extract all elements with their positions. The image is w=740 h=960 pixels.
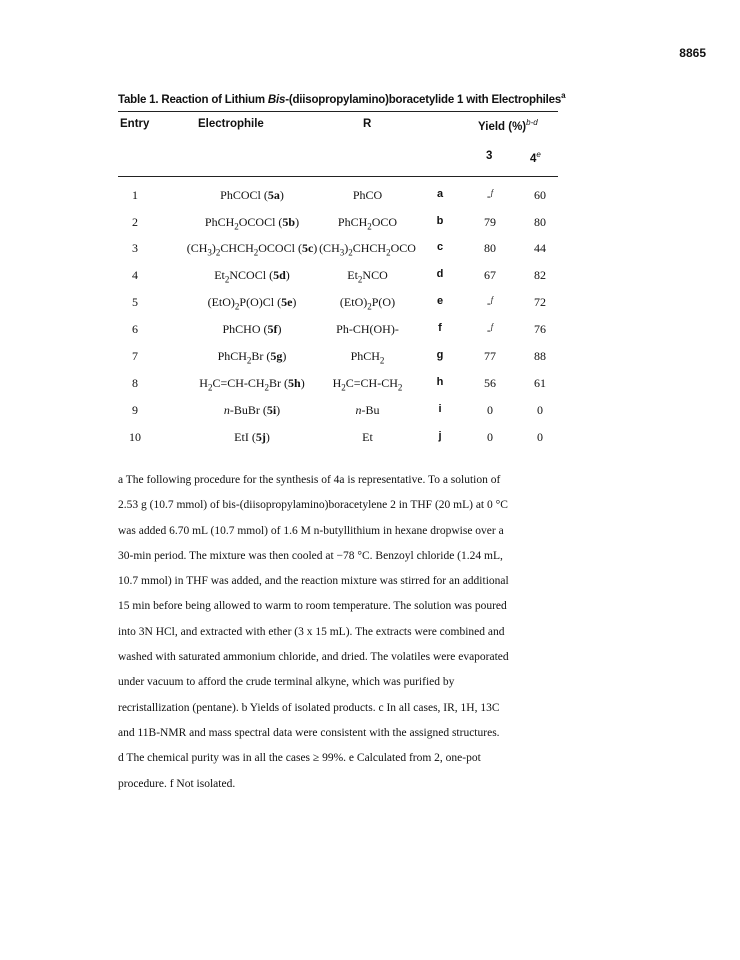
table-row — [0, 430, 740, 448]
yield-4-cell: 61 — [534, 376, 546, 390]
header-yield-sup: b-d — [526, 118, 538, 127]
table-row — [0, 241, 740, 259]
header-col4-sup: e — [536, 150, 541, 159]
yield-4-cell: 88 — [534, 349, 546, 363]
header-yield-label: Yield (%) — [478, 120, 527, 133]
entry-cell: 5 — [132, 295, 138, 309]
header-entry: Entry — [120, 118, 150, 130]
r-cell: Et — [362, 430, 373, 444]
footnote-line: washed with saturated ammonium chloride, and dried. The volatiles were evaporated — [118, 651, 509, 664]
compound-letter-cell: h — [436, 376, 444, 388]
header-yield — [478, 118, 538, 133]
yield-4-cell: 0 — [537, 430, 543, 444]
table-row — [0, 188, 740, 206]
table-top-rule — [118, 111, 558, 112]
electrophile-cell: $(EtO)_2P(O)Cl$ (5e) — [207, 295, 297, 312]
r-cell: PhCH$_2$ — [350, 349, 385, 366]
compound-letter-cell: f — [438, 322, 442, 334]
yield-4-cell: 72 — [534, 295, 546, 309]
r-cell: $(EtO)_2P(O)$ — [339, 295, 396, 312]
footnote-line: 15 min before being allowed to warm to room temperature. The solution was poured — [118, 600, 507, 613]
table-row — [0, 268, 740, 286]
yield-3-cell: 0 — [487, 430, 493, 444]
page-number: 8865 — [679, 46, 706, 60]
yield-4-cell: 82 — [534, 268, 546, 282]
entry-cell: 8 — [132, 376, 138, 390]
yield-3-cell: -$^f$ — [486, 322, 494, 337]
yield-3-cell: -$^f$ — [486, 188, 494, 203]
table-header-rule — [118, 176, 558, 177]
electrophile-cell: EtI (5j) — [234, 430, 270, 444]
footnotes — [118, 468, 560, 797]
electrophile-cell: PhCOCl (5a) — [220, 188, 284, 202]
electrophile-cell: $Et_2NCOCl$ (5d) — [214, 268, 290, 285]
entry-cell: 3 — [132, 241, 138, 255]
r-cell: n-Bu — [355, 403, 380, 417]
electrophile-cell: PhCHO (5f) — [222, 322, 282, 336]
entry-cell: 6 — [132, 322, 138, 336]
table-title-prefix: Table 1. Reaction of Lithium — [118, 93, 268, 106]
table-row — [0, 295, 740, 313]
header-col3: 3 — [486, 150, 493, 162]
electrophile-cell: $(CH_3)_2CHCH_2OCOCl$ (5c) — [186, 241, 318, 258]
table-title-suffix: -(diisopropylamino)boracetylide 1 with Electrophiles — [285, 93, 562, 106]
table-title — [118, 91, 608, 106]
yield-3-cell: 67 — [484, 268, 496, 282]
electrophile-cell: n-BuBr (5i) — [223, 403, 281, 417]
footnote-line: 10.7 mmol) in THF was added, and the reaction mixture was stirred for an additional — [118, 575, 509, 588]
yield-3-cell: -$^f$ — [486, 295, 494, 310]
header-r: R — [363, 118, 372, 130]
footnote-line: and 11B-NMR and mass spectral data were consistent with the assigned structures. — [118, 726, 500, 739]
footnote-line: d The chemical purity was in all the cases ≥ 99%. e Calculated from 2, one-pot — [118, 752, 481, 765]
yield-4-cell: 80 — [534, 215, 546, 229]
compound-letter-cell: a — [436, 188, 444, 200]
entry-cell: 10 — [129, 430, 141, 444]
table-row — [0, 376, 740, 394]
entry-cell: 2 — [132, 215, 138, 229]
table-row — [0, 349, 740, 367]
table-title-italic: Bis — [267, 93, 286, 106]
yield-4-cell: 44 — [534, 241, 546, 255]
compound-letter-cell: b — [436, 215, 444, 227]
r-cell: Ph-CH(OH)- — [336, 322, 399, 336]
r-cell: $Et_2NCO$ — [347, 268, 388, 285]
yield-3-cell: 79 — [484, 215, 496, 229]
footnote-line: 30-min period. The mixture was then cooled at −78 °C. Benzoyl chloride (1.24 mL, — [118, 549, 503, 562]
yield-4-cell: 60 — [534, 188, 546, 202]
compound-letter-cell: d — [436, 268, 444, 280]
header-col4 — [530, 150, 541, 165]
r-cell: $(CH_3)_2CHCH_2OCO$ — [319, 241, 416, 258]
table-title-mark: a — [561, 91, 566, 100]
footnote-line: a The following procedure for the synthesis of 4a is representative. To a solution of — [118, 474, 501, 486]
yield-3-cell: 0 — [487, 403, 493, 417]
table-row — [0, 322, 740, 340]
table-row — [0, 403, 740, 421]
header-electrophile: Electrophile — [198, 118, 264, 130]
r-cell: PhCH$_2$OCO — [337, 215, 398, 232]
footnote-line: was added 6.70 mL (10.7 mmol) of 1.6 M n-butyllithium in hexane dropwise over a — [118, 524, 504, 537]
entry-cell: 4 — [132, 268, 138, 282]
yield-4-cell: 0 — [537, 403, 543, 417]
yield-4-cell: 76 — [534, 322, 546, 336]
compound-letter-cell: j — [438, 430, 442, 442]
electrophile-cell: PhCH$_2$Br (5g) — [217, 349, 287, 366]
electrophile-cell: PhCH$_2$OCOCl (5b) — [204, 215, 300, 232]
footnote-line: recristallization (pentane). b Yields of isolated products. c In all cases, IR, 1H, 13C — [118, 701, 500, 714]
entry-cell: 7 — [132, 349, 138, 363]
entry-cell: 1 — [132, 188, 138, 202]
yield-3-cell: 80 — [484, 241, 496, 255]
yield-3-cell: 77 — [484, 349, 496, 363]
r-cell: PhCO — [352, 188, 383, 202]
entry-cell: 9 — [132, 403, 138, 417]
yield-3-cell: 56 — [484, 376, 496, 390]
electrophile-cell: $H_2C=CH-CH_2Br$ (5h) — [199, 376, 305, 393]
compound-letter-cell: i — [438, 403, 442, 415]
footnote-line: procedure. f Not isolated. — [118, 777, 236, 790]
table-row — [0, 215, 740, 233]
compound-letter-cell: c — [436, 241, 444, 253]
compound-letter-cell: e — [436, 295, 444, 307]
r-cell: $H_2C=CH-CH_2$ — [332, 376, 403, 393]
header-col4-label: 4 — [530, 152, 537, 165]
footnote-line: into 3N HCl, and extracted with ether (3 x 15 mL). The extracts were combined and — [118, 625, 505, 638]
compound-letter-cell: g — [436, 349, 444, 361]
footnote-line: 2.53 g (10.7 mmol) of bis-(diisopropylamino)boracetylene 2 in THF (20 mL) at 0 °C — [118, 499, 508, 512]
footnote-line: under vacuum to afford the crude terminal alkyne, which was purified by — [118, 676, 455, 689]
